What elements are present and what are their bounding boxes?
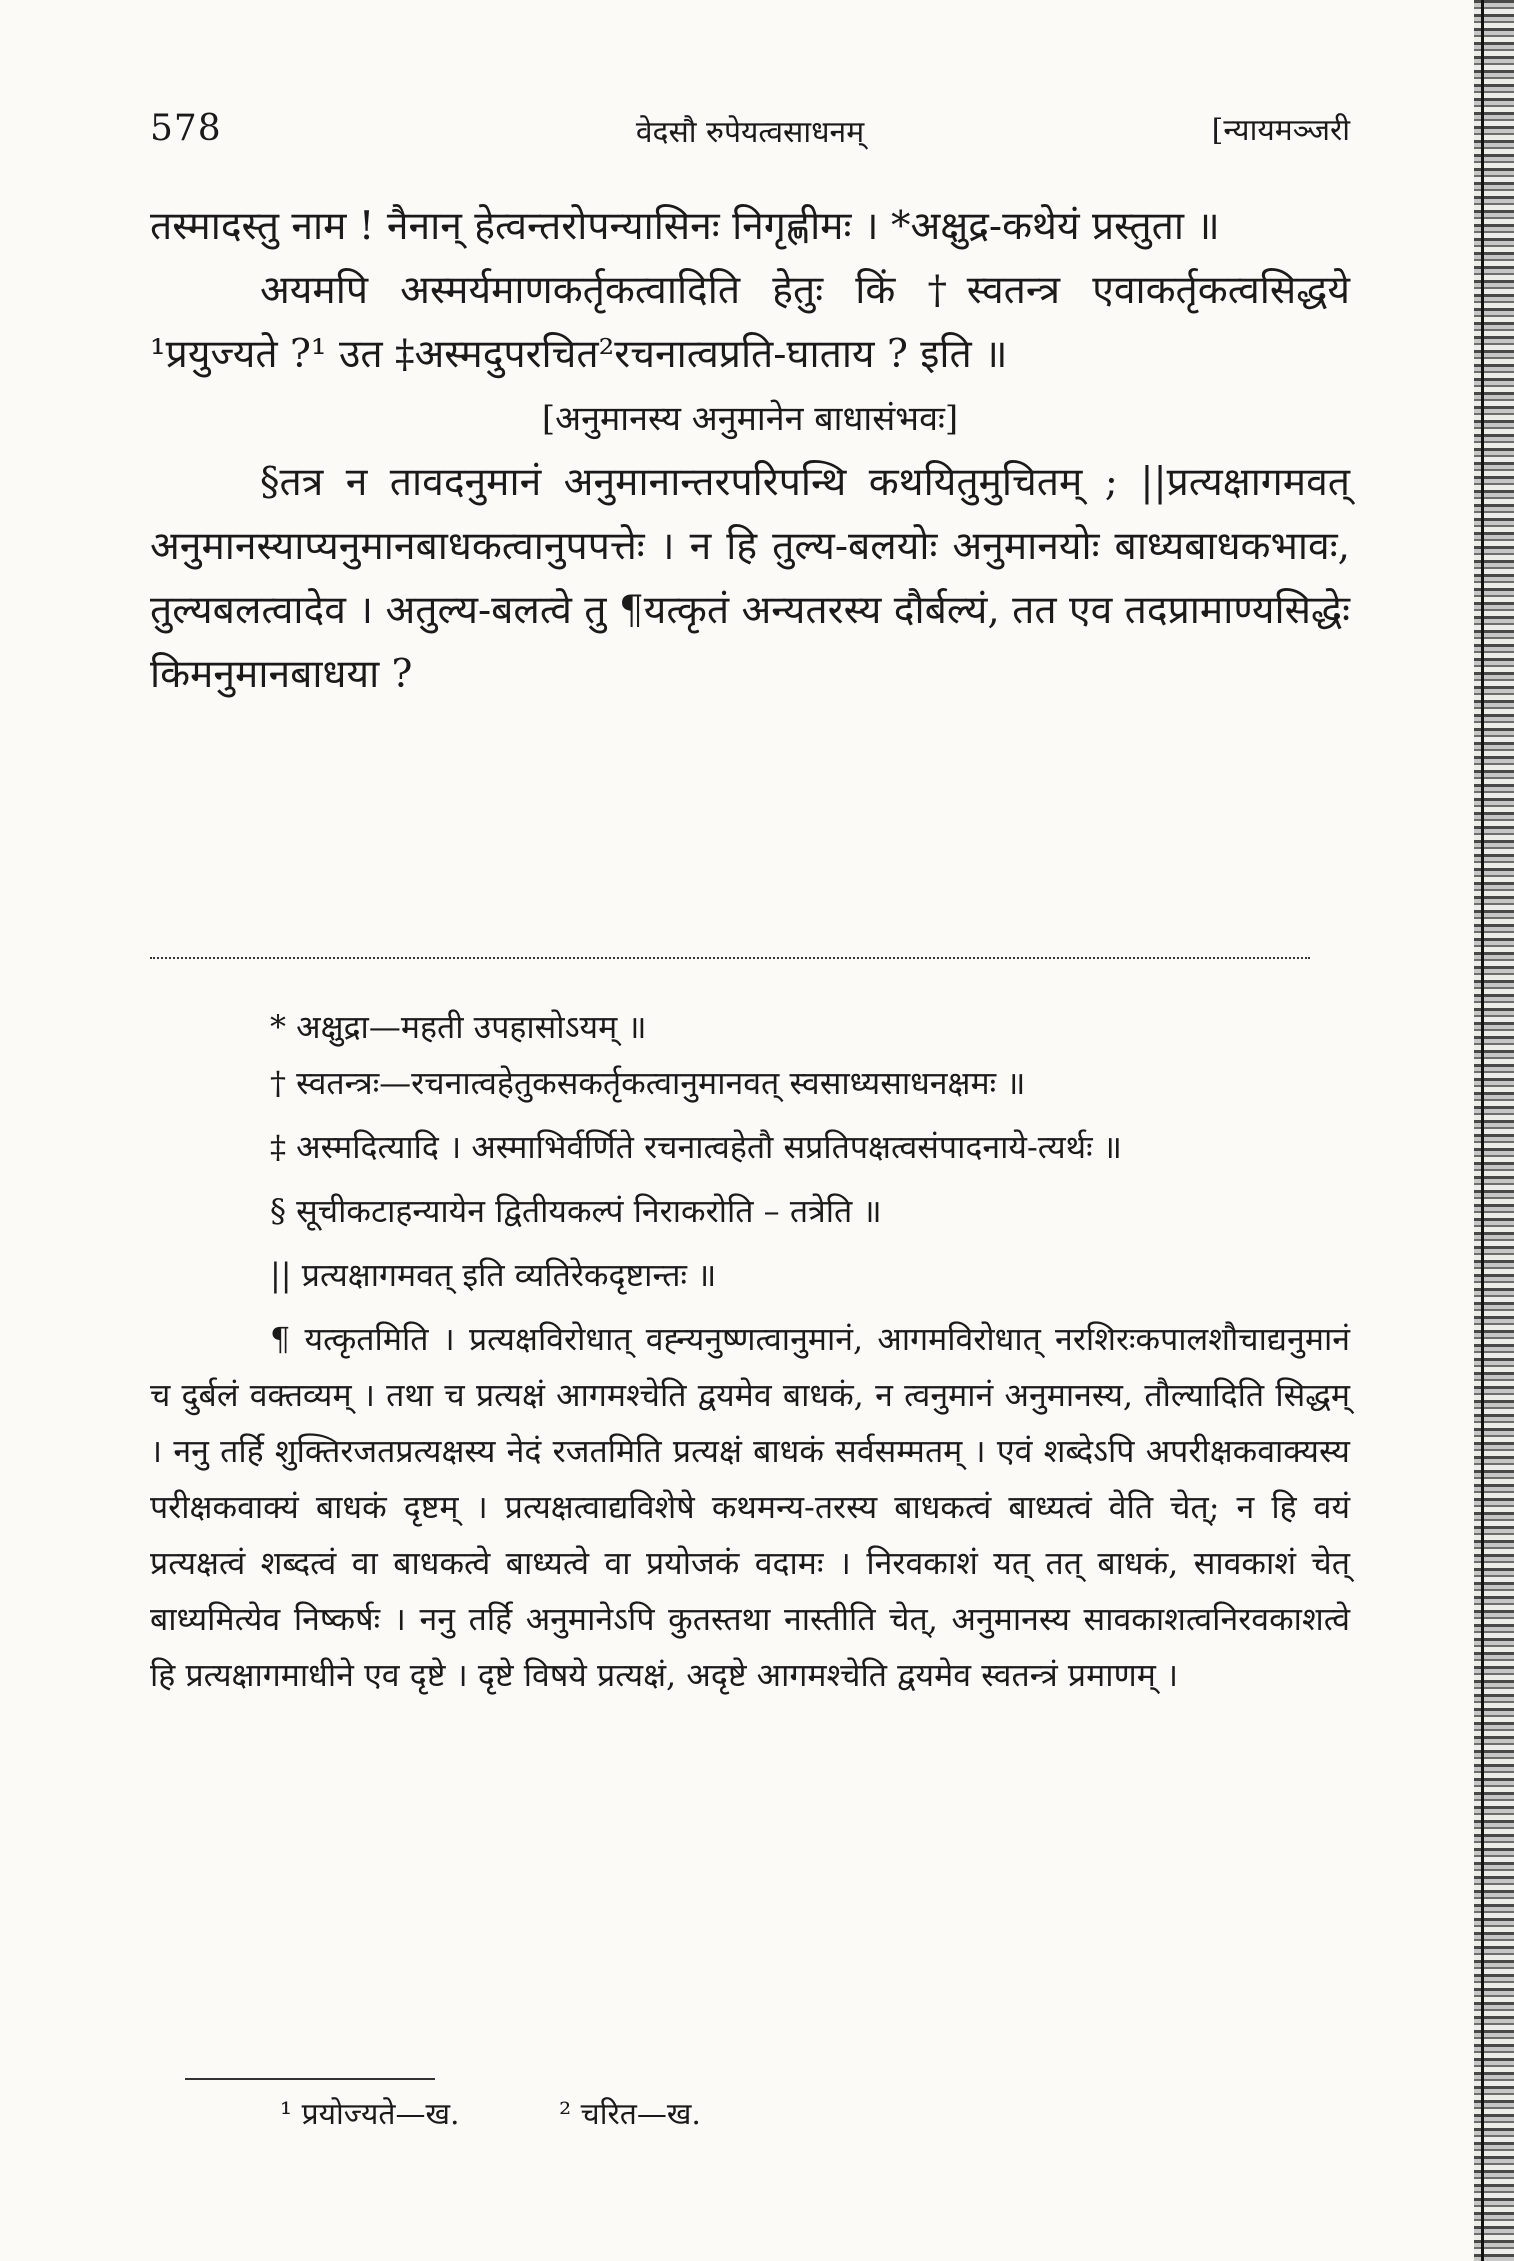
- page-header: [150, 108, 1350, 158]
- variant-divider: [185, 2078, 435, 2080]
- footnote-2: † स्वतन्त्रः—रचनात्वहेतुकसकर्तृकत्वानुमानवत् स्वसाध्यसाधनक्षमः ॥: [270, 1064, 1026, 1102]
- section-heading: [अनुमानस्य अनुमानेन बाधासंभवः]: [541, 399, 959, 439]
- paragraph-1: तस्मादस्तु नाम ! नैनान् हेत्वन्तरोपन्यासिनः निगृह्णीमः । *अक्षुद्र-कथेयं प्रस्तुता ॥: [150, 204, 1220, 249]
- paragraph-2: अयमपि अस्मर्यमाणकर्तृकत्वादिति हेतुः किं †स्वतन्त्र एवाकर्तृकत्वसिद्धये ¹प्रयुज्यते ?¹ उत ‡अस्मदुपरचित²रचनात्वप्रति-घाताय ? इति ॥: [150, 268, 1350, 377]
- variant-readings: [280, 2092, 1180, 2133]
- footnote-1: * अक्षुद्रा—महती उपहासोऽयम् ॥: [270, 1008, 647, 1046]
- footnote-3: ‡ अस्मदित्यादि । अस्माभिर्वर्णिते रचनात्वहेतौ सप्रतिपक्षत्वसंपादनाये-त्यर्थः ॥: [270, 1128, 1122, 1166]
- paragraph-3: §तत्र न तावदनुमानं अनुमानान्तरपरिपन्थि कथयितुमुचितम् ; ||प्रत्यक्षागमवत् अनुमानस्याप्यनुमानबाधकत्वानुपपत्तेः । न हि तुल्य-बलयोः अनुमानयोः बाध्यबाधकभावः, तुल्यबलत्वादेव । अतुल्य-बलत्वे तु ¶यत्कृतं अन्यतरस्य दौर्बल्यं, तत एव तदप्रामाण्यसिद्धेः किमनुमानबाधया ?: [150, 460, 1350, 697]
- footnote-6: ¶ यत्कृतमिति । प्रत्यक्षविरोधात् वह्न्यनुष्णत्वानुमानं, आगमविरोधात् नरशिरःकपालशौचाद्यनुमानं च दुर्बलं वक्तव्यम् । तथा च प्रत्यक्षं आगमश्चेति द्वयमेव बाधकं, न त्वनुमानं अनुमानस्य, तौल्यादिति सिद्धम् । ननु तर्हि शुक्तिरजतप्रत्यक्षस्य नेदं रजतमिति प्रत्यक्षं बाधकं सर्वसम्मतम् । एवं शब्देऽपि अपरीक्षकवाक्यस्य परीक्षकवाक्यं बाधकं दृष्टम् । प्रत्यक्षत्वाद्यविशेषे कथमन्य-तरस्य बाधकत्वं बाध्यत्वं वेति चेत्; न हि वयं प्रत्यक्षत्वं शब्दत्वं वा बाधकत्वे बाध्यत्वे वा प्रयोजकं वदामः । निरवकाशं यत् तत् बाधकं, सावकाशं चेत् बाध्यमित्येव निष्कर्षः । ननु तर्हि अनुमानेऽपि कुतस्तथा नास्तीति चेत्, अनुमानस्य सावकाशत्वनिरवकाशत्वे हि प्रत्यक्षागमाधीने एव दृष्टे । दृष्टे विषये प्रत्यक्षं, अदृष्टे आगमश्चेति द्वयमेव स्वतन्त्रं प्रमाणम् ।: [150, 1320, 1350, 1694]
- footnotes: [150, 985, 1350, 1711]
- footnote-divider: [150, 957, 1310, 959]
- page-number: 578: [150, 108, 222, 149]
- main-text: [150, 195, 1350, 707]
- footnote-5: || प्रत्यक्षागमवत् इति व्यतिरेकदृष्टान्तः ॥: [270, 1256, 717, 1294]
- footnote-4: § सूचीकटाहन्यायेन द्वितीयकल्पं निराकरोति – तत्रेति ॥: [270, 1192, 882, 1230]
- variant-reading-2: ² चरित—ख.: [559, 2097, 701, 2132]
- variant-reading-1: ¹ प्रयोज्यते—ख.: [280, 2097, 460, 2132]
- section-title: [न्यायमञ्जरी: [1211, 113, 1350, 148]
- running-title: वेदसौ रुपेयत्वसाधनम्: [635, 115, 865, 150]
- scan-edge-line: [1481, 0, 1484, 2261]
- scan-edge-shadow: [1474, 0, 1514, 2261]
